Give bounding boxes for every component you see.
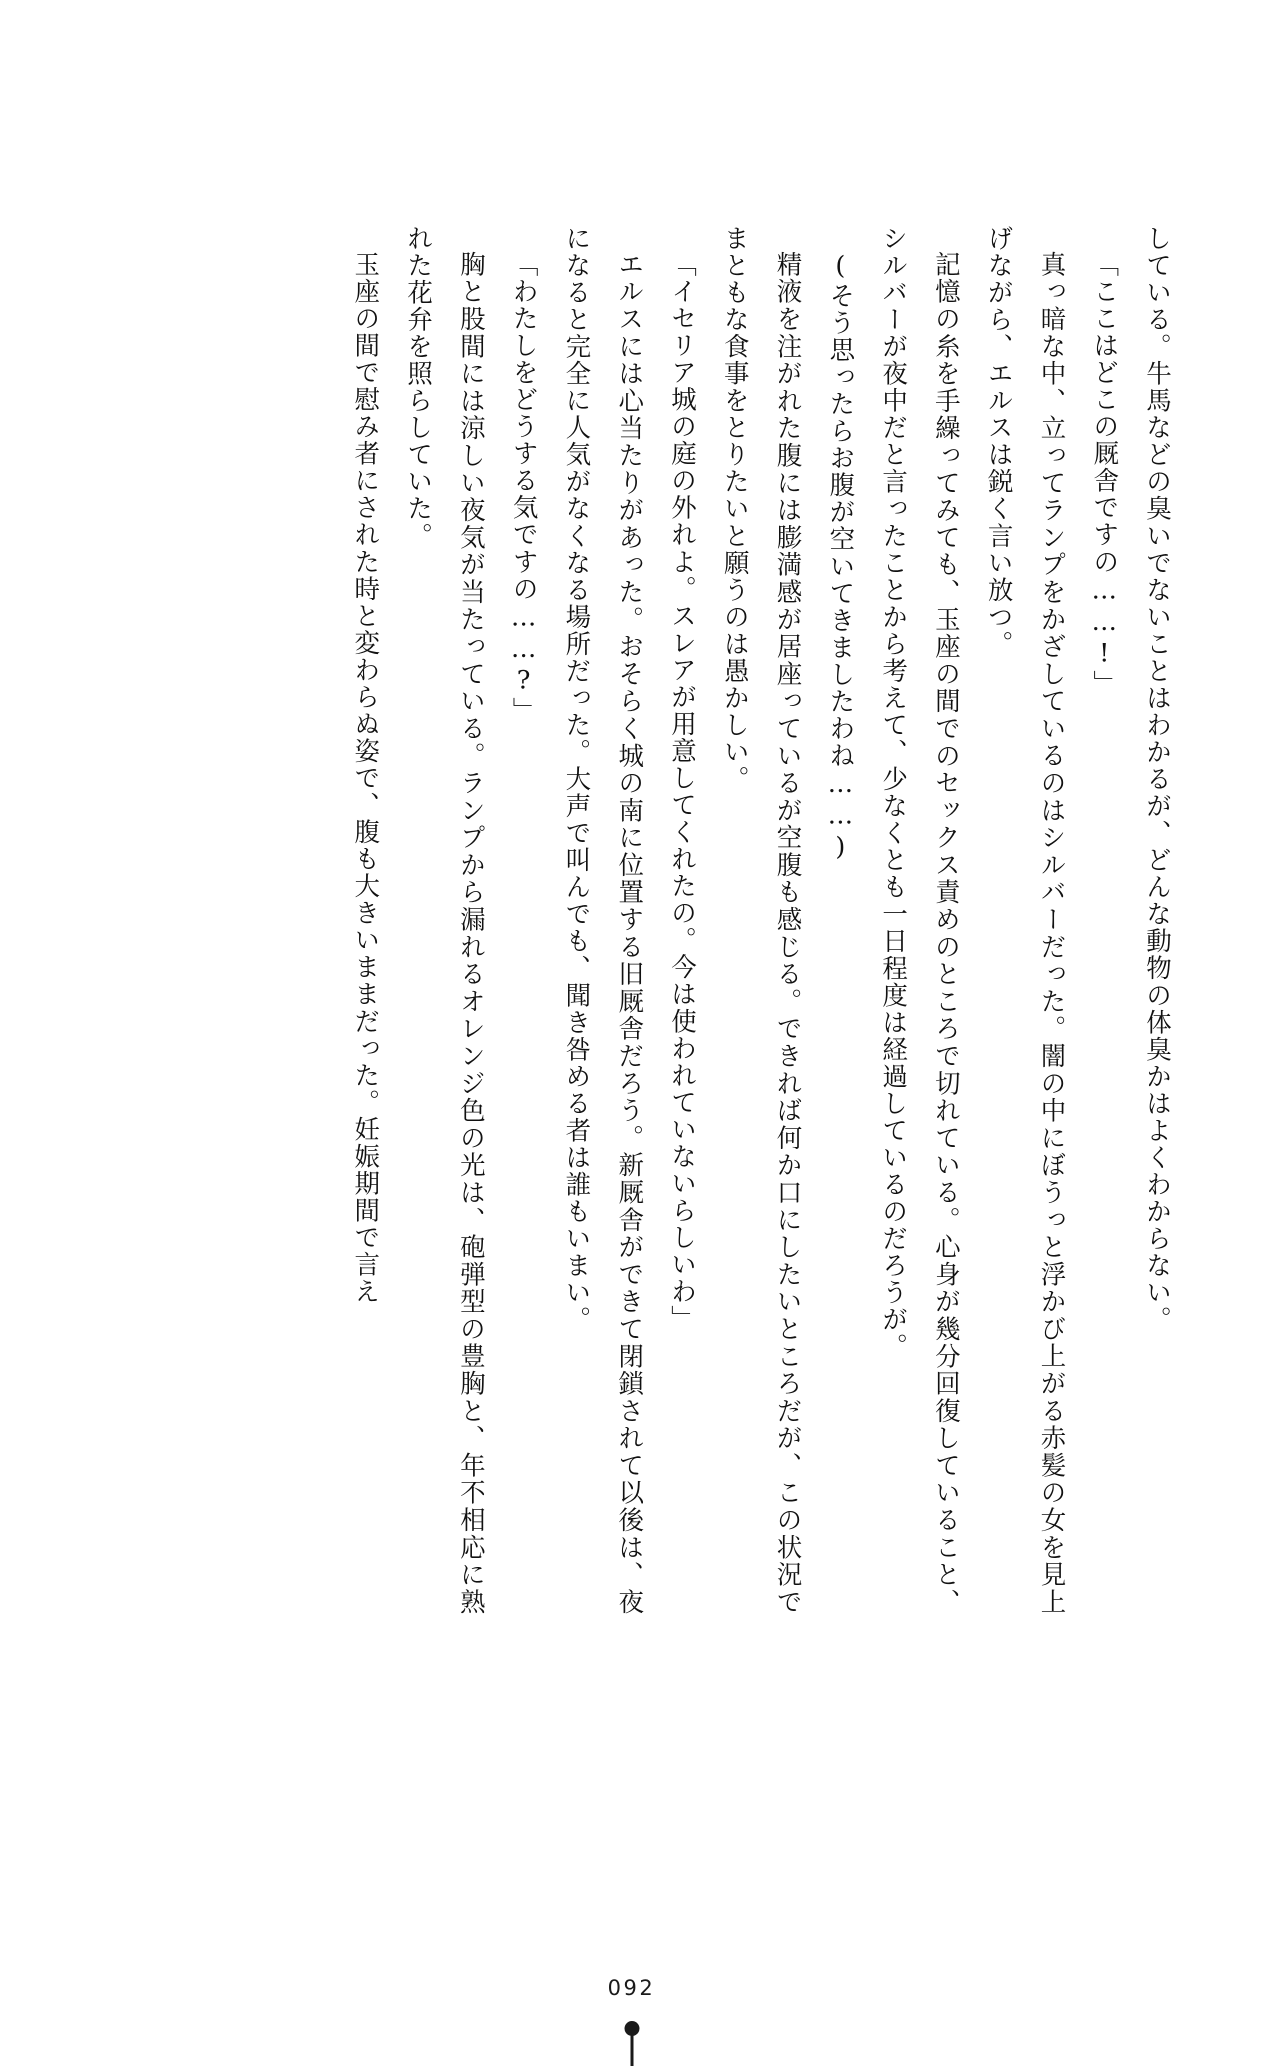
paragraph: 精液を注がれた腹には膨満感が居座っているが空腹も感じる。できれば何か口にしたいところだが、この状況でまともな食事をとりたいと願うのは愚かしい。 [719,225,803,1615]
folio-rule-ornament [630,2030,633,2066]
paragraph: 「わたしをどうする気ですの……?」 [508,250,539,724]
page-number: 092 [607,1976,656,2000]
paragraph: (そう思ったらお腹が空いてきましたわね……) [825,250,856,864]
paragraph: 「ここはどこの厩舎ですの……!」 [1089,250,1120,697]
paragraph: 胸と股間には涼しい夜気が当たっている。ランプから漏れるオレンジ色の光は、砲弾型の豊胸と、年不相応に熟れた花弁を照らしていた。 [403,225,486,1615]
paragraph: 「イセリア城の庭の外れよ。スレアが用意してくれたの。今は使われていないらしいわ」 [666,250,697,1332]
paragraph: 玉座の間で慰み者にされた時と変わらぬ姿で、腹も大きいままだった。妊娠期間で言え [350,250,381,1305]
paragraph: 記憶の糸を手繰ってみても、玉座の間でのセックス責めのところで切れている。心身が幾分回復していること、シルバーが夜中だと言ったことから考えて、少なくとも一日程度は経過しているのだろうが。 [878,225,961,1615]
paragraph: エルスには心当たりがあった。おそらく城の南に位置する旧厩舎だろう。新厩舎ができて閉鎖されて以後は、夜になると完全に人気がなくなる場所だった。大声で叫んでも、聞き咎める者は誰もいまい。 [561,225,645,1615]
paragraph: 真っ暗な中、立ってランプをかざしているのはシルバーだった。闇の中にぼうっと浮かび上がる赤髪の女を見上げながら、エルスは鋭く言い放つ。 [983,225,1067,1615]
paragraph: している。牛馬などの臭いでないことはわかるが、どんな動物の体臭かはよくわからない。 [1142,225,1172,1334]
body-text [143,225,1183,1615]
